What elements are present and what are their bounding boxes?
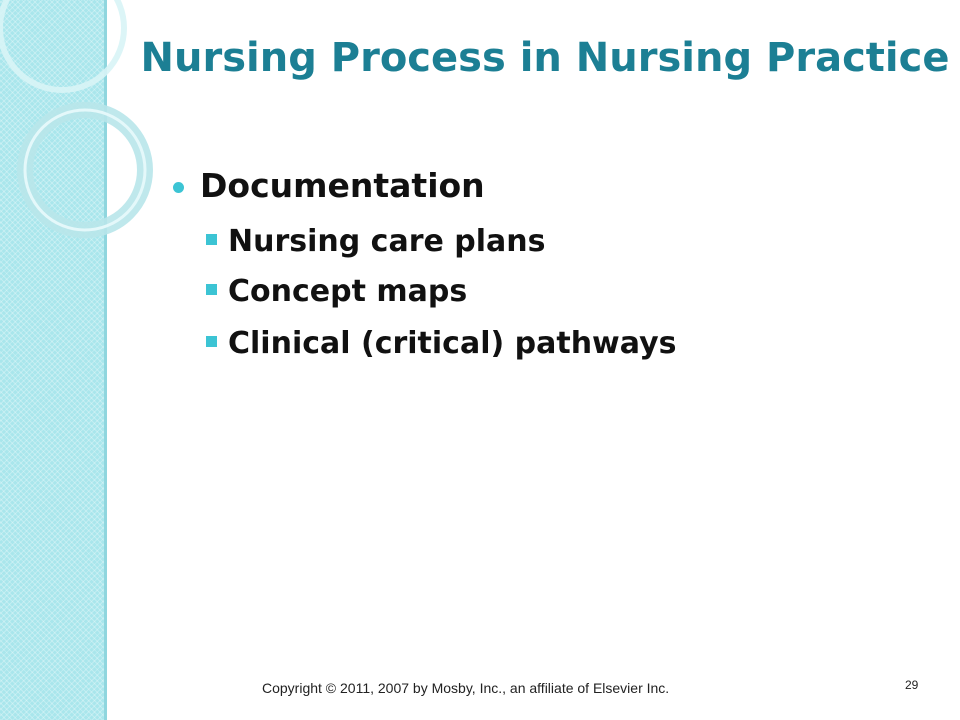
- bullet-dot-icon: [173, 182, 184, 193]
- page-number: 29: [905, 678, 919, 692]
- square-bullet-icon: [206, 234, 217, 245]
- copyright-footer: Copyright © 2011, 2007 by Mosby, Inc., an affiliate of Elsevier Inc.: [262, 680, 670, 696]
- sub-bullet-text: Clinical (critical) pathways: [228, 326, 677, 361]
- sub-bullet-text: Nursing care plans: [228, 224, 546, 259]
- square-bullet-icon: [206, 284, 217, 295]
- main-bullet-text: Documentation: [200, 166, 485, 205]
- slide-title: Nursing Process in Nursing Practice: [140, 35, 950, 81]
- square-bullet-icon: [206, 336, 217, 347]
- sub-bullet-text: Concept maps: [228, 274, 468, 309]
- decorative-rings: [0, 0, 160, 260]
